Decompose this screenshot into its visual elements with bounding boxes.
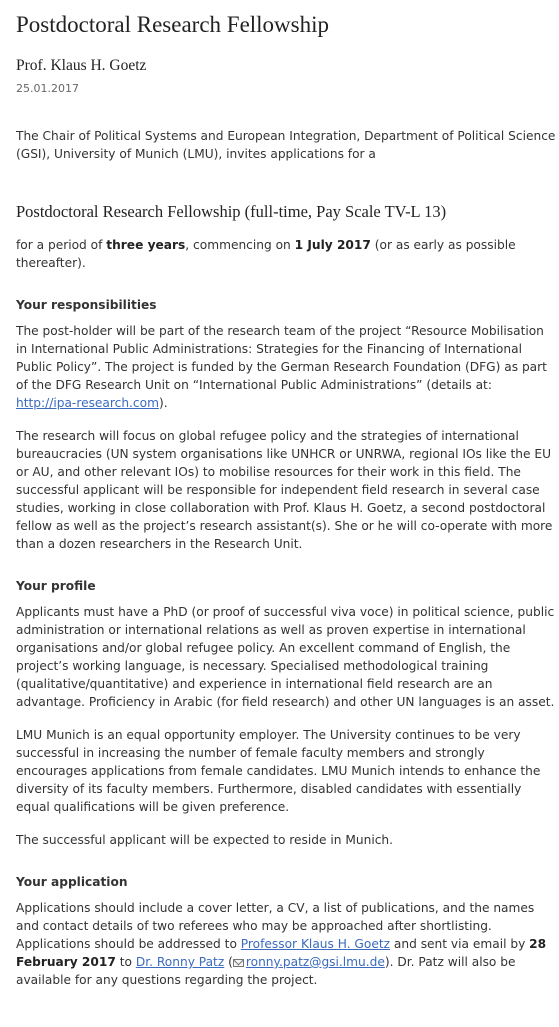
dr-patz-link[interactable]: Dr. Ronny Patz: [135, 955, 225, 969]
period-duration: three years: [106, 238, 186, 252]
application-paragraph: [16, 899, 556, 989]
deadline-date: 28 February 2017: [16, 937, 547, 969]
position-period: [16, 236, 556, 272]
responsibilities-text-end: ).: [158, 396, 168, 410]
application-text: to: [115, 955, 136, 969]
application-text: ). Dr. Patz will also be available for any questions regarding the project.: [16, 955, 516, 987]
author-name: Prof. Klaus H. Goetz: [16, 57, 147, 74]
position-period-text: for a period of: [16, 238, 107, 252]
application-text: and sent via email by: [390, 937, 530, 951]
ipa-research-link[interactable]: http://ipa-research.com: [16, 396, 159, 410]
email-icon: [233, 959, 244, 967]
position-period-text: (or as early as possible thereafter).: [16, 238, 516, 270]
start-date: 1 July 2017: [294, 238, 371, 252]
responsibilities-paragraph-1: [16, 322, 556, 412]
position-period-text: , commencing on: [185, 238, 295, 252]
responsibilities-text: The post-holder will be part of the research team of the project “Resource Mobilisation in International Public Administrations: Strategies for the Financing of International Public Policy”. The project is funded by the German Research Foundation (DFG) as part of the DFG Research Unit on “International Public Administrations” (details at:: [16, 324, 547, 392]
profile-heading: Your profile: [16, 579, 96, 593]
publish-date: 25.01.2017: [16, 82, 79, 95]
intro-paragraph: The Chair of Political Systems and European Integration, Department of Political Science (GSI), University of Munich (LMU), invites applications for a: [16, 129, 556, 161]
page-title: Postdoctoral Research Fellowship: [16, 12, 330, 37]
application-text: Applications should include a cover letter, a CV, a list of publications, and the names and contact details of two referees who may be approached after shortlisting. Applications should be addressed to: [16, 901, 535, 951]
application-text: (: [224, 955, 233, 969]
profile-paragraph-2: LMU Munich is an equal opportunity employer. The University continues to be very successful in increasing the number of female faculty members and strongly encourages applications from female candidates. LMU Munich intends to enhance the diversity of its faculty members. Furthermore, disabled candidates with essentially equal qualifications will be given preference.: [16, 728, 541, 814]
responsibilities-paragraph-2: The research will focus on global refugee policy and the strategies of international bureaucracies (UN system organisations like UNHCR or UNRWA, regional IOs like the EU or AU, and other relevant IOs) to mobilise resources for their work in this field. The successful applicant will be responsible for independent field research in several case studies, working in close collaboration with Prof. Klaus H. Goetz, a second postdoctoral fellow as well as the project’s research assistant(s). She or he will co-operate with more than a dozen researchers in the Research Unit.: [16, 429, 553, 551]
application-heading: Your application: [16, 875, 128, 889]
responsibilities-heading: Your responsibilities: [16, 298, 157, 312]
email-link[interactable]: ronny.patz@gsi.lmu.de: [245, 955, 385, 969]
profile-paragraph-3: The successful applicant will be expected to reside in Munich.: [16, 833, 394, 847]
position-title: Postdoctoral Research Fellowship (full-time, Pay Scale TV-L 13): [16, 202, 447, 221]
profile-paragraph-1: Applicants must have a PhD (or proof of successful viva voce) in political science, public administration or international relations as well as proven expertise in international organisations and/or global refugee policy. An excellent command of English, the project’s working language, is necessary. Specialised methodological training (qualitative/quantitative) and experience in international field research are an advantage. Proficiency in Arabic (for field research) and other UN languages is an asset.: [16, 605, 555, 709]
professor-goetz-link[interactable]: Professor Klaus H. Goetz: [240, 937, 391, 951]
